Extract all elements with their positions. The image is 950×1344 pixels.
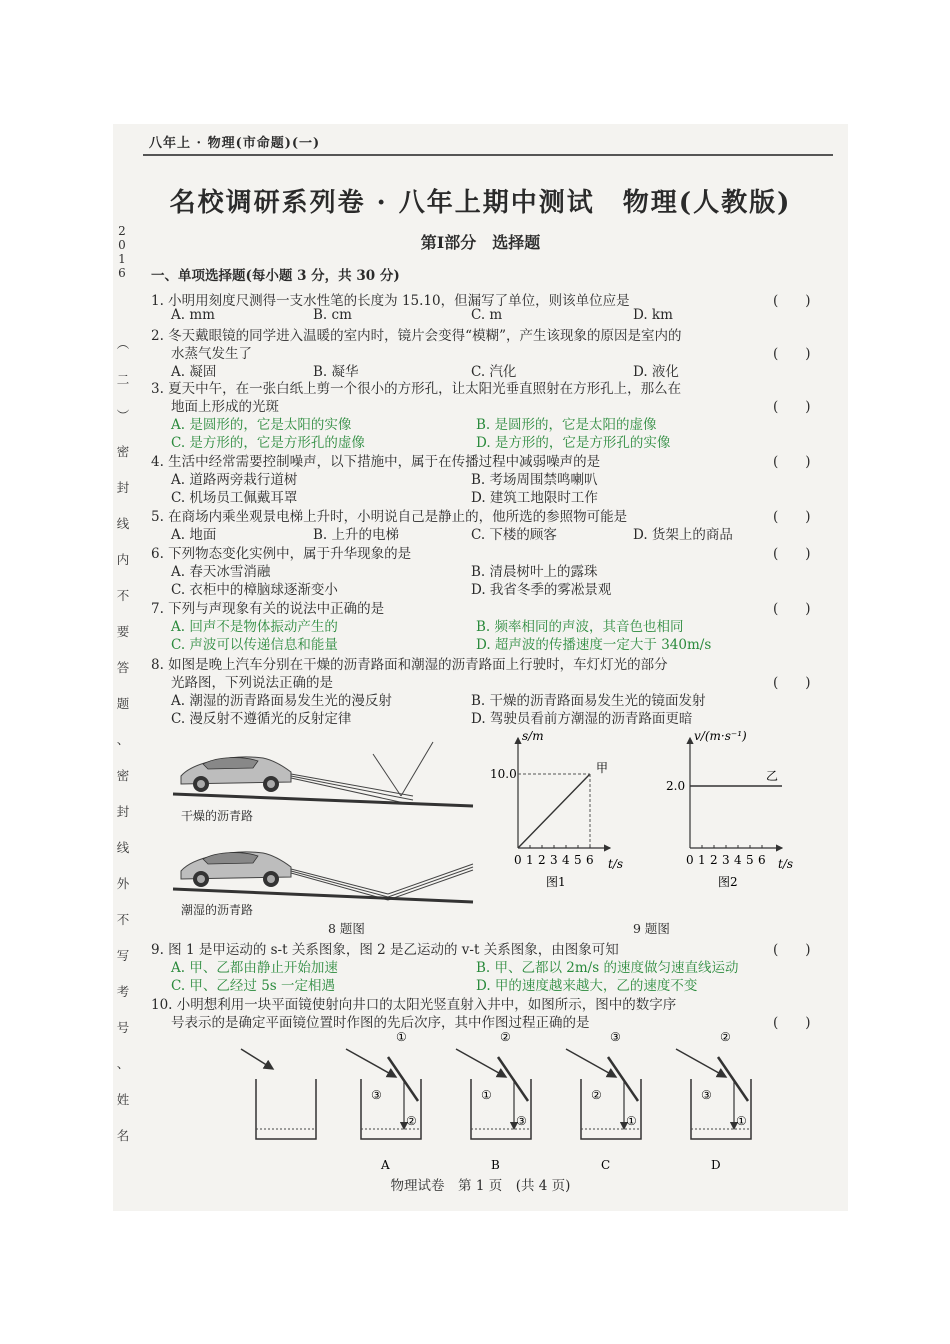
option: C. 是方形的，它是方形孔的虚像 [171,435,365,451]
header: 八年上 · 物理(市命题)(一) [149,136,321,151]
sidebar-char: 封 [116,480,130,495]
sidebar-char: 线 [116,516,130,531]
sidebar-char: 封 [116,804,130,819]
figure-9-caption: 9 题图 [633,921,670,936]
marker-2: ② [591,1088,602,1102]
option: C. 汽化 [471,364,517,380]
answer-paren: ( ) [773,675,811,691]
option: B. cm [313,307,352,323]
well-question [241,1049,316,1139]
series-jia-line [518,774,590,848]
option: B. 清晨树叶上的露珠 [471,564,598,580]
question-7-stem: 7. 下列与声现象有关的说法中正确的是 [151,601,385,617]
option: C. 甲、乙经过 5s 一定相遇 [171,978,336,994]
marker-1: ① [736,1114,747,1128]
dry-light-rays [291,742,433,804]
question-2-stem: 2. 冬天戴眼镜的同学进入温暖的室内时，镜片会变得“模糊”，产生该现象的原因是室内的 [151,328,682,344]
well-option-c [566,1030,641,1172]
option: D. 货架上的商品 [633,527,733,543]
figure-9 [490,728,818,917]
well-option-d [676,1030,751,1172]
option: A. mm [171,307,215,323]
question-8-stem-cont: 光路图，下列说法正确的是 [171,675,333,691]
answer-paren: ( ) [773,346,811,362]
marker-2: ② [406,1114,417,1128]
option: C. 衣柜中的樟脑球逐渐变小 [171,582,338,598]
sidebar-char: 外 [116,876,130,891]
marker-1: ① [626,1114,637,1128]
sidebar-char: 不 [116,912,130,927]
graph-2-y-tick: 2.0 [666,779,686,793]
wet-road-line [173,889,473,902]
option: D. 驾驶员看前方潮湿的沥青路面更暗 [471,711,693,727]
question-6-stem: 6. 下列物态变化实例中，属于升华现象的是 [151,546,412,562]
graph-1-series-label: 甲 [596,761,609,775]
sidebar-char: ︶ [116,408,130,423]
option: D. 超声波的传播速度一定大于 340m/s [476,637,712,653]
option: A. 地面 [171,527,217,543]
marker-1: ① [396,1030,407,1044]
question-10-stem: 10. 小明想利用一块平面镜使射向井口的太阳光竖直射入井中，如图所示，图中的数字序 [151,997,677,1013]
x-tick-label: 0 [514,853,522,867]
option-c-label: C [601,1158,611,1172]
graph-1-y-tick: 10.0 [490,767,517,781]
sidebar-char: 不 [116,588,130,603]
sidebar-char: 、 [116,732,130,747]
option: A. 回声不是物体振动产生的 [171,619,338,635]
car-dry-road [181,757,291,792]
graph-2-series-label: 乙 [766,769,779,783]
sidebar-char: 题 [116,696,130,711]
option: C. 漫反射不遵循光的反射定律 [171,711,352,727]
graph-2-name: 图2 [718,875,738,889]
question-1-stem: 1. 小明用刻度尺测得一支水性笔的长度为 15.10，但漏写了单位，则该单位应是 [151,293,630,309]
sidebar-char: 线 [116,840,130,855]
option: B. 甲、乙都以 2m/s 的速度做匀速直线运动 [476,960,739,976]
graph-1-x-label: t/s [608,857,624,871]
answer-paren: ( ) [773,454,811,470]
graph-1-name: 图1 [546,875,566,889]
option: B. 凝华 [313,364,359,380]
sidebar-char: 内 [116,552,130,567]
answer-paren: ( ) [773,399,811,415]
x-tick-label: 4 [734,853,742,867]
sidebar-char: 、 [116,1056,130,1071]
question-4-stem: 4. 生活中经常需要控制噪声，以下措施中，属于在传播过程中减弱噪声的是 [151,454,601,470]
question-3-stem: 3. 夏天中午，在一张白纸上剪一个很小的方形孔，让太阳光垂直照射在方形孔上，那么在 [151,381,682,397]
option: C. m [471,307,503,323]
marker-3: ③ [701,1088,712,1102]
part-heading: 第Ⅰ部分 选择题 [420,233,541,252]
x-tick-label: 5 [574,853,582,867]
graph-2-x-label: t/s [778,857,794,871]
sidebar-char: 0 [118,238,126,252]
x-tick-label: 1 [698,853,706,867]
answer-paren: ( ) [773,1015,811,1031]
sidebar-char: 要 [116,624,130,639]
option: B. 频率相同的声波，其音色也相同 [476,619,684,635]
motion-graphs [490,728,818,913]
well-option-a [346,1030,421,1172]
sidebar-char: 名 [116,1128,130,1143]
option: A. 春天冰雪消融 [171,564,271,580]
dry-road-label: 干燥的沥青路 [181,809,254,823]
x-tick-label: 0 [686,853,694,867]
marker-3: ③ [516,1114,527,1128]
answer-paren: ( ) [773,546,811,562]
x-tick-label: 4 [562,853,570,867]
option: D. km [633,307,673,323]
sidebar-char: 6 [118,266,126,280]
x-tick-label: 2 [538,853,546,867]
option: D. 是方形的，它是方形孔的实像 [476,435,671,451]
marker-2: ② [720,1030,731,1044]
option: B. 上升的电梯 [313,527,400,543]
option: D. 建筑工地限时工作 [471,490,598,506]
question-9-stem: 9. 图 1 是甲运动的 s-t 关系图象，图 2 是乙运动的 v-t 关系图象，由图象可知 [151,942,619,958]
option: A. 潮湿的沥青路面易发生光的漫反射 [171,693,392,709]
option: C. 声波可以传递信息和能量 [171,637,338,653]
option-a-label: A [381,1158,390,1172]
option: B. 是圆形的，它是太阳的虚像 [476,417,657,433]
option: C. 机场员工佩戴耳罩 [171,490,298,506]
option: B. 考场周围禁鸣喇叭 [471,472,598,488]
well-mirror-diagrams [241,1029,761,1174]
question-8-stem: 8. 如图是晚上汽车分别在干燥的沥青路面和潮湿的沥青路面上行驶时，车灯灯光的部分 [151,657,668,673]
graph-1-y-label: s/m [522,729,544,743]
answer-paren: ( ) [773,601,811,617]
option: A. 是圆形的，它是太阳的实像 [171,417,352,433]
graph-2-v-t [666,729,793,889]
x-tick-label: 2 [710,853,718,867]
x-tick-label: 1 [526,853,534,867]
exam-sheet [113,124,848,1211]
graph-2-y-label: v/(m·s⁻¹) [694,729,747,743]
well-option-b [456,1030,531,1172]
figure-8 [173,734,493,918]
x-tick-label: 6 [586,853,594,867]
x-tick-label: 6 [758,853,766,867]
sidebar-char: 2 [118,224,126,238]
sidebar-char: 答 [116,660,130,675]
sidebar-char: 二 [116,372,130,387]
dry-road-line [173,794,473,806]
option: D. 我省冬季的雾凇景观 [471,582,612,598]
marker-3: ③ [610,1030,621,1044]
answer-paren: ( ) [773,509,811,525]
sidebar-char: 写 [116,948,130,963]
question-2-stem-cont: 水蒸气发生了 [171,346,252,362]
option-d-label: D [711,1158,721,1172]
car-headlight-diagram [173,734,493,917]
x-tick-label: 5 [746,853,754,867]
sidebar-char: 号 [116,1020,130,1035]
question-3-stem-cont: 地面上形成的光斑 [171,399,279,415]
sidebar-char: 密 [116,444,130,459]
sidebar-char: ︵ [116,336,130,351]
marker-3: ③ [371,1088,382,1102]
sidebar-char: 考 [116,984,130,999]
sidebar-seal-note [115,334,131,1162]
marker-2: ② [500,1030,511,1044]
option: C. 下楼的顾客 [471,527,557,543]
question-5-stem: 5. 在商场内乘坐观景电梯上升时，小明说自己是静止的，他所选的参照物可能是 [151,509,628,525]
sidebar-char: 姓 [116,1092,130,1107]
graph-1-s-t [490,729,623,889]
option: A. 甲、乙都由静止开始加速 [171,960,338,976]
x-tick-label: 3 [550,853,558,867]
option: D. 液化 [633,364,679,380]
header-divider [143,154,833,156]
option: B. 干燥的沥青路面易发生光的镜面发射 [471,693,706,709]
section-heading: 一、单项选择题(每小题 3 分，共 30 分) [151,268,400,284]
car-wet-road [181,852,291,887]
answer-paren: ( ) [773,942,811,958]
sidebar-char: 1 [118,252,126,266]
option: D. 甲的速度越来越大，乙的速度不变 [476,978,698,994]
answer-paren: ( ) [773,293,811,309]
question-10-stem-cont: 号表示的是确定平面镜位置时作图的先后次序，其中作图过程正确的是 [171,1015,590,1031]
option-b-label: B [491,1158,500,1172]
page-title: 名校调研系列卷 · 八年上期中测试 物理(人教版) [169,188,792,218]
sidebar-char: 密 [116,768,130,783]
x-tick-label: 3 [722,853,730,867]
option: A. 凝固 [171,364,217,380]
page-footer: 物理试卷 第 1 页 (共 4 页) [390,1178,571,1194]
figure-10 [241,1029,761,1178]
marker-1: ① [481,1088,492,1102]
wet-road-label: 潮湿的沥青路 [181,903,254,917]
option: A. 道路两旁栽行道树 [171,472,298,488]
figure-8-caption: 8 题图 [328,921,365,936]
